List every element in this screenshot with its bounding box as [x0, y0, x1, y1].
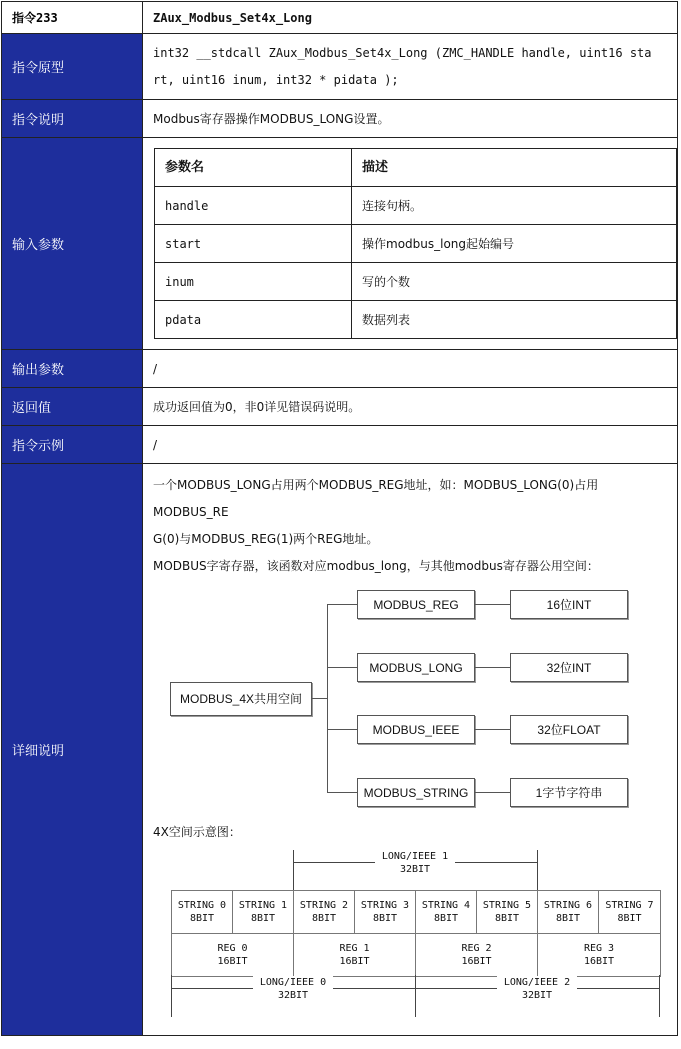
string-bits: 8BIT: [433, 913, 459, 924]
tree-connector: [327, 604, 357, 605]
params-table: [154, 148, 677, 339]
returns-row: [2, 388, 678, 426]
description-row: [2, 100, 678, 138]
register-tree-diagram: [153, 584, 673, 814]
outputs-row: [2, 350, 678, 388]
tree-connector: [327, 667, 357, 668]
header-label: 指令233: [2, 2, 143, 34]
bottom-long-label: LONG/IEEE 0: [259, 977, 327, 988]
top-long-bits: 32BIT: [399, 864, 431, 875]
header-value: ZAux_Modbus_Set4x_Long: [143, 2, 678, 34]
tree-type-box: 32位INT: [510, 653, 628, 682]
returns-value: 成功返回值为0，非0详见错误码说明。: [143, 388, 678, 426]
bottom-long-bits: 32BIT: [521, 990, 553, 1001]
string-label: STRING 5: [482, 900, 532, 911]
tree-branch-box: MODBUS_REG: [357, 590, 475, 619]
string-bits: 8BIT: [372, 913, 398, 924]
param-name: pdata: [155, 301, 352, 339]
instruction-table: [1, 1, 678, 1036]
instruction-sheet: [1, 1, 678, 1035]
string-cell: [598, 890, 661, 934]
tree-connector: [311, 698, 327, 699]
example-label: 指令示例: [2, 426, 143, 464]
string-label: STRING 7: [605, 900, 654, 911]
param-desc: 数据列表: [352, 301, 677, 339]
dimension-tick: [293, 850, 294, 890]
dimension-tick: [659, 975, 660, 1017]
details-line-1: 一个MODBUS_LONG占用两个MODBUS_REG地址，如：MODBUS_LONG(0)占用MODBUS_RE: [153, 478, 599, 519]
details-text: [153, 464, 667, 580]
inputs-label: 输入参数: [2, 138, 143, 350]
top-long-label: LONG/IEEE 1: [381, 851, 449, 862]
tree-branch-box: MODBUS_IEEE: [357, 715, 475, 744]
param-row: [155, 301, 677, 339]
dimension-tick: [537, 850, 538, 890]
4x-space-diagram: [153, 850, 653, 1030]
reg-label: REG 2: [461, 943, 492, 954]
details-line-3: MODBUS字寄存器，该函数对应modbus_long，与其他modbus寄存器公用空间：: [153, 559, 599, 573]
dimension-tick: [415, 975, 416, 1017]
reg-bits: 16BIT: [339, 956, 370, 967]
param-row: [155, 187, 677, 225]
param-desc: 操作modbus_long起始编号: [352, 225, 677, 263]
reg-bits: 16BIT: [583, 956, 615, 967]
prototype-row: [2, 34, 678, 100]
string-cell: [476, 890, 538, 934]
prototype-line-1: int32 __stdcall ZAux_Modbus_Set4x_Long (ZMC_HANDLE handle, uint16 sta: [153, 45, 652, 60]
param-desc: 写的个数: [352, 263, 677, 301]
prototype-value: [143, 34, 678, 100]
inputs-row: [2, 138, 678, 350]
details-value: [143, 464, 678, 1036]
params-header-row: [155, 149, 677, 187]
space-title: 4X空间示意图：: [153, 825, 241, 839]
string-cell: [293, 890, 355, 934]
tree-connector: [474, 604, 510, 605]
tree-root-box: MODBUS_4X共用空间: [170, 682, 312, 716]
tree-connector: [327, 729, 357, 730]
reg-label: REG 0: [217, 943, 248, 954]
string-label: STRING 3: [360, 900, 410, 911]
string-label: STRING 0: [177, 900, 227, 911]
prototype-label: 指令原型: [2, 34, 143, 100]
tree-type-box: 32位FLOAT: [510, 715, 628, 744]
tree-connector: [327, 604, 328, 792]
dimension-tick: [171, 975, 172, 1017]
tree-connector: [474, 792, 510, 793]
tree-type-box: 16位INT: [510, 590, 628, 619]
param-name: handle: [155, 187, 352, 225]
example-row: [2, 426, 678, 464]
string-cell: [171, 890, 233, 934]
string-bits: 8BIT: [494, 913, 520, 924]
string-bits: 8BIT: [311, 913, 337, 924]
string-cell: [415, 890, 477, 934]
bottom-dim-label: [253, 976, 333, 1002]
reg-cell: [293, 933, 416, 977]
string-cell: [537, 890, 599, 934]
string-bits: 8BIT: [555, 913, 581, 924]
param-row: [155, 225, 677, 263]
reg-cell: [171, 933, 294, 977]
description-value: Modbus寄存器操作MODBUS_LONG设置。: [143, 100, 678, 138]
outputs-value: /: [143, 350, 678, 388]
reg-bits: 16BIT: [461, 956, 492, 967]
tree-connector: [327, 792, 357, 793]
example-value: /: [143, 426, 678, 464]
tree-connector: [474, 667, 510, 668]
description-label: 指令说明: [2, 100, 143, 138]
string-cell: [232, 890, 294, 934]
param-name: inum: [155, 263, 352, 301]
param-name: start: [155, 225, 352, 263]
string-bits: 8BIT: [189, 913, 215, 924]
reg-label: REG 1: [339, 943, 370, 954]
reg-bits: 16BIT: [217, 956, 248, 967]
reg-cell: [415, 933, 538, 977]
bottom-long-bits: 32BIT: [277, 990, 309, 1001]
prototype-line-2: rt, uint16 inum, int32 * pidata );: [153, 72, 399, 87]
bottom-long-label: LONG/IEEE 2: [503, 977, 571, 988]
reg-cell: [537, 933, 661, 977]
param-row: [155, 263, 677, 301]
tree-type-box: 1字节字符串: [510, 778, 628, 807]
header-row: [2, 2, 678, 34]
bottom-dim-label: [497, 976, 577, 1002]
inputs-value: [143, 138, 678, 350]
string-bits: 8BIT: [250, 913, 276, 924]
top-dim-label: [375, 850, 455, 876]
string-label: STRING 6: [543, 900, 593, 911]
outputs-label: 输出参数: [2, 350, 143, 388]
params-col-name: 参数名: [155, 149, 352, 187]
string-cell: [354, 890, 416, 934]
string-label: STRING 2: [299, 900, 349, 911]
details-label: 详细说明: [2, 464, 143, 1036]
tree-connector: [474, 729, 510, 730]
string-label: STRING 4: [421, 900, 471, 911]
returns-label: 返回值: [2, 388, 143, 426]
tree-branch-box: MODBUS_LONG: [357, 653, 475, 682]
tree-branch-box: MODBUS_STRING: [357, 778, 475, 807]
params-col-desc: 描述: [352, 149, 677, 187]
param-desc: 连接句柄。: [352, 187, 677, 225]
string-label: STRING 1: [238, 900, 288, 911]
string-bits: 8BIT: [617, 913, 642, 924]
details-row: [2, 464, 678, 1036]
details-line-2: G(0)与MODBUS_REG(1)两个REG地址。: [153, 532, 379, 546]
reg-label: REG 3: [583, 943, 615, 954]
